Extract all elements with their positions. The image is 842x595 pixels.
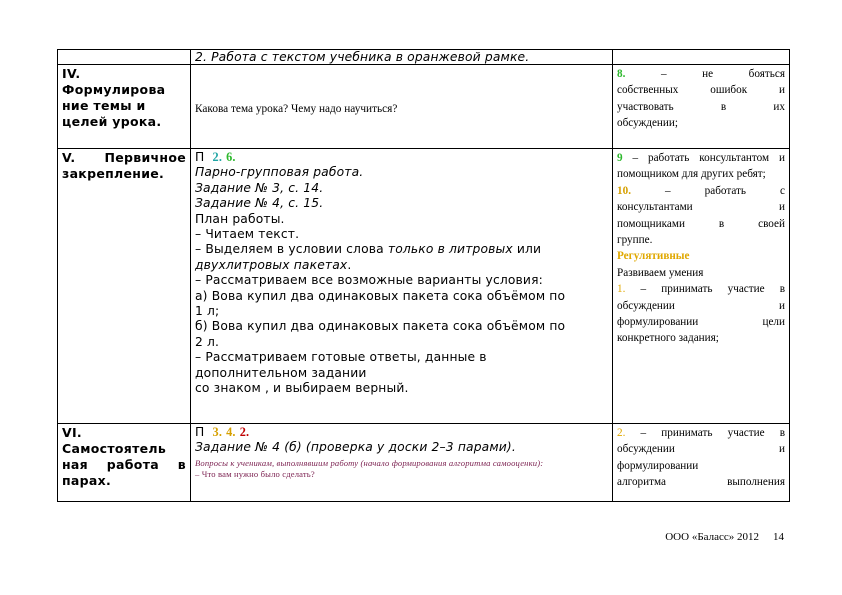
content-line: со знаком , и выбираем верный. bbox=[195, 381, 409, 396]
skills-cell bbox=[613, 65, 790, 149]
skill-line: участвовать в их bbox=[617, 100, 785, 113]
content-line: План работы. bbox=[195, 211, 285, 226]
skill-text: – работать с bbox=[665, 184, 786, 197]
stage-line: целей урока. bbox=[62, 114, 162, 129]
p-number: 4. bbox=[226, 425, 236, 439]
skill-line bbox=[617, 183, 785, 199]
content-line: Задание № 4, с. 15. bbox=[195, 196, 324, 211]
skills-cell bbox=[613, 149, 790, 424]
content-cell bbox=[191, 424, 613, 502]
skill-number: 2. bbox=[617, 427, 626, 439]
table-row bbox=[58, 424, 790, 502]
skill-number: 10. bbox=[617, 184, 631, 197]
table-row bbox=[58, 65, 790, 149]
p-label-line bbox=[195, 150, 608, 165]
content-line: Парно-групповая работа. bbox=[195, 165, 364, 180]
content-line bbox=[195, 242, 608, 257]
skill-line bbox=[617, 425, 785, 441]
content-fragment: . bbox=[347, 257, 352, 272]
p-number: 3. bbox=[212, 425, 223, 439]
skill-line bbox=[617, 150, 785, 183]
stage-line: ние темы и bbox=[62, 98, 146, 113]
table-row bbox=[58, 50, 790, 65]
stage-line: закрепление. bbox=[62, 166, 165, 181]
stage-line: ная работа в bbox=[62, 457, 186, 472]
content-line: 2 л. bbox=[195, 334, 220, 349]
stage-cell bbox=[58, 65, 191, 149]
p-number: 2. bbox=[239, 425, 250, 439]
content-line: – Рассматриваем готовые ответы, данные в bbox=[195, 350, 487, 365]
content-text: Какова тема урока? Чему надо научиться? bbox=[195, 102, 398, 115]
footer-company: ООО «Баласс» 2012 bbox=[665, 531, 759, 543]
content-line: – Читаем текст. bbox=[195, 227, 300, 242]
stage-line: IV. bbox=[62, 66, 81, 81]
stage-cell bbox=[58, 149, 191, 424]
skill-number: 9 bbox=[617, 152, 623, 164]
table-row bbox=[58, 149, 790, 424]
p-label: П bbox=[195, 425, 205, 439]
p-number: 2. bbox=[212, 150, 223, 164]
skill-text: алгоритма bbox=[617, 476, 666, 489]
skill-line: собственных ошибок и bbox=[617, 84, 785, 97]
content-line: 1 л; bbox=[195, 304, 220, 319]
skill-line: формулировании bbox=[617, 459, 699, 472]
stage-line: V. Первичное bbox=[62, 150, 186, 165]
skill-line: конкретного задания; bbox=[617, 332, 719, 345]
content-line: – Рассматриваем все возможные варианты условия: bbox=[195, 273, 543, 288]
stage-line: VI. bbox=[62, 425, 82, 440]
p-label-line bbox=[195, 425, 608, 440]
skill-number: 8. bbox=[617, 68, 626, 80]
stage-line: Самостоятель bbox=[62, 441, 167, 456]
empty-cell bbox=[613, 50, 790, 65]
skill-line: обсуждении и bbox=[617, 299, 785, 312]
stage-line: Формулирова bbox=[62, 82, 166, 97]
header-text: 2. Работа с текстом учебника в оранжевой рамке. bbox=[195, 50, 530, 64]
section-heading: Регулятивные bbox=[617, 250, 690, 263]
header-cell bbox=[191, 50, 613, 65]
content-line: б) Вова купил два одинаковых пакета сока объёмом по bbox=[195, 319, 566, 334]
content-fragment: только в литровых bbox=[387, 242, 513, 257]
skill-text: – принимать участие в bbox=[640, 283, 785, 296]
content-line: дополнительном задании bbox=[195, 365, 367, 380]
content-fragment: – Выделяем в условии слова bbox=[195, 242, 384, 257]
content-cell bbox=[191, 65, 613, 149]
page-footer bbox=[665, 531, 784, 543]
skills-cell bbox=[613, 424, 790, 502]
skill-text: – работать консультантом и помощником для других ребят; bbox=[617, 152, 785, 181]
skill-line: обсуждении и bbox=[617, 443, 785, 456]
p-number: 6. bbox=[226, 150, 236, 164]
dash: – bbox=[660, 68, 667, 80]
skill-text: не бояться bbox=[702, 68, 785, 80]
content-line bbox=[195, 258, 608, 273]
page-number: 14 bbox=[773, 531, 784, 543]
teacher-note: Вопросы к ученикам, выполнявшим работу (начало формирования алгоритма самооценки): bbox=[195, 457, 544, 468]
skill-number: 1. bbox=[617, 283, 626, 296]
skill-line: Развиваем умения bbox=[617, 266, 704, 279]
skill-line: консультантами и bbox=[617, 201, 785, 214]
skill-line bbox=[617, 474, 785, 490]
skill-line: формулировании цели bbox=[617, 316, 785, 329]
stage-line: парах. bbox=[62, 473, 112, 488]
content-line: а) Вова купил два одинаковых пакета сока объёмом по bbox=[195, 288, 566, 303]
content-fragment: двухлитровых пакетах bbox=[195, 257, 348, 272]
content-cell bbox=[191, 149, 613, 424]
empty-cell bbox=[58, 50, 191, 65]
skill-line bbox=[617, 66, 785, 82]
skill-text: – принимать участие в bbox=[640, 427, 785, 439]
lesson-plan-table bbox=[57, 49, 790, 502]
p-label: П bbox=[195, 150, 205, 164]
skill-line bbox=[617, 281, 785, 297]
content-line: Задание № 3, с. 14. bbox=[195, 180, 324, 195]
skill-line: группе. bbox=[617, 234, 653, 247]
teacher-note: – Что вам нужно было сделать? bbox=[195, 468, 315, 479]
skill-text: выполнения bbox=[727, 476, 785, 489]
content-fragment: или bbox=[516, 242, 542, 257]
stage-cell bbox=[58, 424, 191, 502]
skill-line: обсуждении; bbox=[617, 117, 679, 130]
task-line: Задание № 4 (б) (проверка у доски 2–3 парами). bbox=[195, 440, 516, 455]
skill-line: помощниками в своей bbox=[617, 217, 785, 230]
